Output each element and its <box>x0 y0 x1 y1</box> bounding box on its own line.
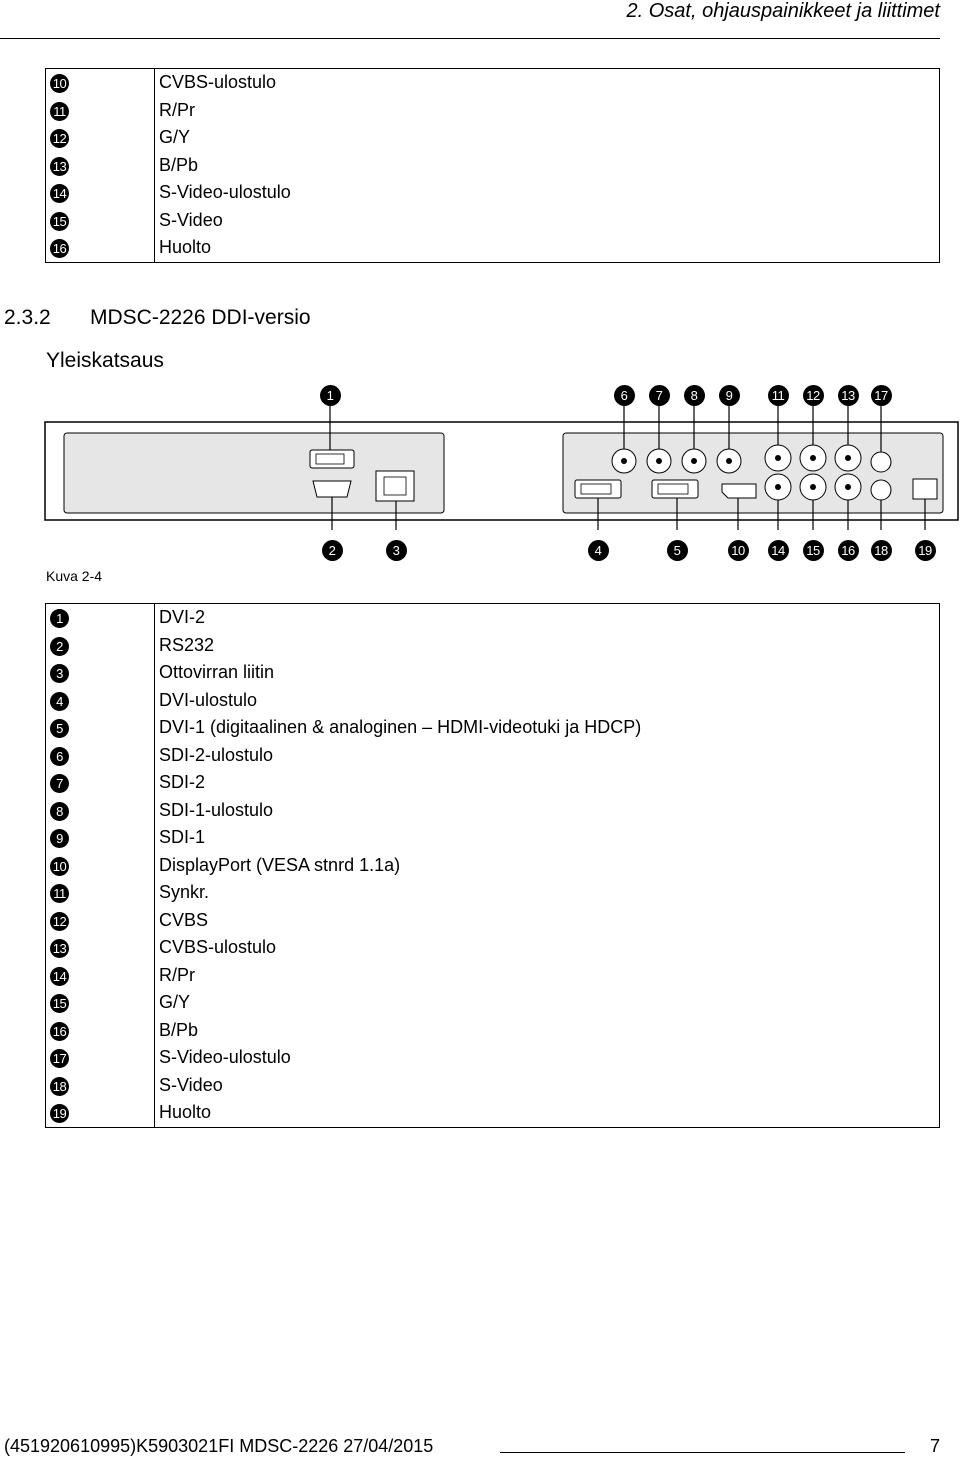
item-number-cell <box>46 824 155 852</box>
table-row <box>46 742 940 770</box>
figure-callout: 2 <box>322 540 343 561</box>
item-number-cell <box>46 179 155 207</box>
table-row <box>46 207 940 235</box>
item-number-badge: 19 <box>50 1104 69 1123</box>
item-number-cell <box>46 124 155 152</box>
table-row <box>46 879 940 907</box>
chapter-title: 2. Osat, ohjauspainikkeet ja liittimet <box>626 0 940 22</box>
item-number-badge: 7 <box>50 774 69 793</box>
dvi-2-connector <box>310 450 354 468</box>
table-row <box>46 989 940 1017</box>
item-label: SDI-1-ulostulo <box>155 797 940 825</box>
item-label: S-Video <box>155 1072 940 1100</box>
item-number-badge: 16 <box>50 239 69 258</box>
item-number-cell <box>46 152 155 180</box>
item-label: DisplayPort (VESA stnrd 1.1a) <box>155 852 940 880</box>
item-number-cell <box>46 687 155 715</box>
service-port <box>913 479 937 499</box>
table-row <box>46 69 940 97</box>
item-number-badge: 17 <box>50 1049 69 1068</box>
table-row <box>46 659 940 687</box>
figure-callout: 3 <box>386 540 407 561</box>
item-label: SDI-1 <box>155 824 940 852</box>
item-number-cell <box>46 1044 155 1072</box>
item-number-cell <box>46 659 155 687</box>
figure-callout: 8 <box>684 385 705 406</box>
table-row <box>46 632 940 660</box>
item-number-badge: 13 <box>50 157 69 176</box>
item-number-badge: 14 <box>50 184 69 203</box>
item-label: CVBS-ulostulo <box>155 934 940 962</box>
section-number: 2.3.2 <box>4 306 51 329</box>
figure-callout: 15 <box>803 540 824 561</box>
item-number-badge: 9 <box>50 829 69 848</box>
table-row <box>46 824 940 852</box>
item-label: G/Y <box>155 989 940 1017</box>
subheading: Yleiskatsaus <box>46 349 164 372</box>
item-number-cell <box>46 934 155 962</box>
item-number-badge: 11 <box>50 884 69 903</box>
item-label: R/Pr <box>155 962 940 990</box>
footer-divider <box>500 1452 905 1453</box>
table-row <box>46 179 940 207</box>
item-label: SDI-2 <box>155 769 940 797</box>
item-label: DVI-1 (digitaalinen & analoginen – HDMI-videotuki ja HDCP) <box>155 714 940 742</box>
table-row <box>46 852 940 880</box>
item-number-badge: 10 <box>50 857 69 876</box>
table-row <box>46 97 940 125</box>
figure-callout: 4 <box>588 540 609 561</box>
item-label: CVBS <box>155 907 940 935</box>
item-label: RS232 <box>155 632 940 660</box>
item-label: DVI-ulostulo <box>155 687 940 715</box>
dvi-out-connector <box>575 480 621 498</box>
item-number-badge: 1 <box>50 609 69 628</box>
item-number-cell <box>46 907 155 935</box>
item-label: CVBS-ulostulo <box>155 69 940 97</box>
item-number-cell <box>46 962 155 990</box>
figure-callout: 11 <box>768 385 789 406</box>
table-row <box>46 769 940 797</box>
figure-callout: 16 <box>838 540 859 561</box>
table-row <box>46 604 940 632</box>
item-label: G/Y <box>155 124 940 152</box>
figure-callout: 5 <box>667 540 688 561</box>
rs232-connector <box>313 481 351 497</box>
figure-callout: 9 <box>719 385 740 406</box>
item-number-badge: 15 <box>50 212 69 231</box>
item-number-badge: 11 <box>50 102 69 121</box>
item-label: S-Video-ulostulo <box>155 179 940 207</box>
power-connector <box>376 471 414 501</box>
item-number-badge: 3 <box>50 664 69 683</box>
table-row <box>46 1044 940 1072</box>
figure-callout: 18 <box>871 540 892 561</box>
table-row <box>46 934 940 962</box>
item-number-cell <box>46 1072 155 1100</box>
table-row <box>46 234 940 262</box>
table-row <box>46 907 940 935</box>
item-number-badge: 4 <box>50 692 69 711</box>
table-row <box>46 124 940 152</box>
displayport-connector <box>722 484 756 498</box>
item-number-cell <box>46 604 155 632</box>
table-row <box>46 152 940 180</box>
figure-callout: 10 <box>728 540 749 561</box>
item-number-cell <box>46 97 155 125</box>
item-number-badge: 14 <box>50 967 69 986</box>
item-number-cell <box>46 1017 155 1045</box>
item-number-badge: 13 <box>50 939 69 958</box>
table-row <box>46 1017 940 1045</box>
figure-callout: 13 <box>838 385 859 406</box>
item-number-cell <box>46 714 155 742</box>
figure-callout: 17 <box>871 385 892 406</box>
item-number-cell <box>46 69 155 97</box>
item-number-badge: 5 <box>50 719 69 738</box>
item-number-badge: 6 <box>50 747 69 766</box>
item-number-badge: 12 <box>50 129 69 148</box>
item-label: Huolto <box>155 234 940 262</box>
footer-doc-ref: (451920610995)K5903021FI MDSC-2226 27/04/2015 <box>4 1436 434 1456</box>
bottom-legend-table <box>45 603 940 1128</box>
item-label: Huolto <box>155 1099 940 1127</box>
item-number-badge: 2 <box>50 637 69 656</box>
item-label: Ottovirran liitin <box>155 659 940 687</box>
item-label: R/Pr <box>155 97 940 125</box>
table-row <box>46 714 940 742</box>
section-heading <box>4 306 311 330</box>
item-label: S-Video-ulostulo <box>155 1044 940 1072</box>
item-label: B/Pb <box>155 152 940 180</box>
section-title: MDSC-2226 DDI-versio <box>90 306 311 329</box>
dvi-1-connector <box>652 480 698 498</box>
item-number-cell <box>46 632 155 660</box>
figure-callout: 1 <box>320 385 341 406</box>
item-number-badge: 15 <box>50 994 69 1013</box>
item-label: DVI-2 <box>155 604 940 632</box>
table-row <box>46 1099 940 1127</box>
item-number-cell <box>46 742 155 770</box>
item-number-cell <box>46 989 155 1017</box>
item-number-badge: 18 <box>50 1077 69 1096</box>
item-number-cell <box>46 769 155 797</box>
item-number-cell <box>46 797 155 825</box>
table-row <box>46 797 940 825</box>
item-number-cell <box>46 852 155 880</box>
page-number: 7 <box>929 1436 940 1456</box>
header-divider <box>0 38 940 39</box>
figure-callout: 19 <box>915 540 936 561</box>
figure-callout: 12 <box>803 385 824 406</box>
item-number-cell <box>46 234 155 262</box>
figure-callout: 6 <box>614 385 635 406</box>
figure-caption: Kuva 2-4 <box>46 568 103 584</box>
item-label: SDI-2-ulostulo <box>155 742 940 770</box>
item-number-badge: 10 <box>50 74 69 93</box>
item-number-badge: 8 <box>50 802 69 821</box>
item-label: Synkr. <box>155 879 940 907</box>
figure-callout: 14 <box>768 540 789 561</box>
item-number-cell <box>46 207 155 235</box>
item-number-cell <box>46 1099 155 1127</box>
item-number-cell <box>46 879 155 907</box>
top-legend-table <box>45 68 940 263</box>
item-number-badge: 12 <box>50 912 69 931</box>
table-row <box>46 687 940 715</box>
item-label: B/Pb <box>155 1017 940 1045</box>
figure-callout: 7 <box>649 385 670 406</box>
item-number-badge: 16 <box>50 1022 69 1041</box>
table-row <box>46 962 940 990</box>
table-row <box>46 1072 940 1100</box>
item-label: S-Video <box>155 207 940 235</box>
